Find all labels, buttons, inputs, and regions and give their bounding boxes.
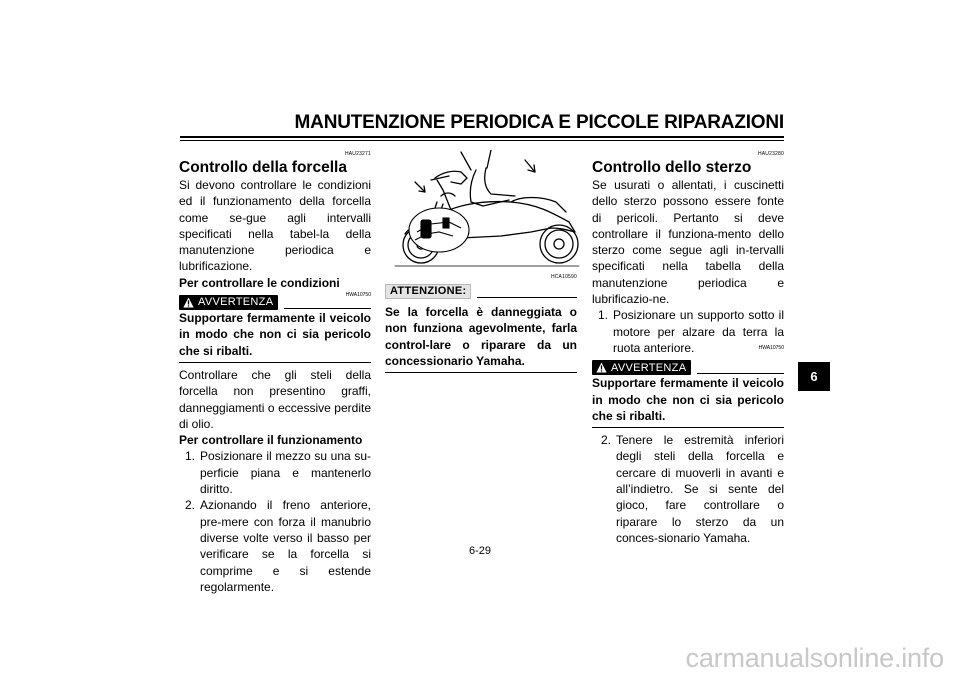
header-rule-thick xyxy=(180,136,784,138)
section-heading-forcella: Controllo della forcella xyxy=(179,159,347,176)
steps-list xyxy=(179,448,371,595)
header-rule-thin xyxy=(180,140,784,141)
warning-badge-label: AVVERTENZA xyxy=(198,296,274,309)
list-item xyxy=(179,497,371,595)
warning-badge xyxy=(592,360,691,375)
warning-code: HWA10750 xyxy=(345,292,371,299)
warning-block xyxy=(592,345,784,428)
attention-code: HCA10590 xyxy=(550,274,577,280)
warning-badge xyxy=(179,295,278,310)
intro-paragraph: Se usurati o allentati, i cuscinetti dello sterzo possono essere fonte di pericoli. Pertanto si deve controllare il funziona-mento dello sterzo come segue agli in-tervalli specificati nella tabella della manutenzione periodica e lubrificazio-ne. xyxy=(592,178,784,307)
section-code: HAU23280 xyxy=(757,151,784,157)
warning-triangle-icon xyxy=(596,362,607,373)
subheading-condizioni: Per controllare le condizioni xyxy=(179,275,340,290)
warning-rule xyxy=(697,373,784,374)
step-text: Posizionare un supporto sotto il motore per alzare da terra la ruota anteriore. xyxy=(613,308,784,355)
list-item xyxy=(592,432,784,546)
step-number: 2. xyxy=(185,498,196,513)
page-number: 6-29 xyxy=(468,545,492,557)
list-item xyxy=(592,307,784,356)
attention-text: Se la forcella è danneggiata o non funziona agevolmente, farla control-lare o riparare da un concessionario Yamaha. xyxy=(385,304,577,373)
fork-check-illustration xyxy=(391,150,583,270)
list-item xyxy=(179,448,371,497)
column-left xyxy=(179,150,371,595)
step-text: Posizionare il mezzo su una su-perficie piana e mantenerlo diritto. xyxy=(200,449,371,497)
column-right xyxy=(592,150,784,546)
warning-badge-label: AVVERTENZA xyxy=(611,361,687,374)
steps-list xyxy=(592,432,784,546)
attention-badge: ATTENZIONE: xyxy=(385,284,471,299)
warning-text: Supportare fermamente il veicolo in modo che non ci sia pericolo che si ribalti. xyxy=(592,375,784,428)
attention-header xyxy=(385,284,577,299)
page-header xyxy=(180,112,784,134)
section-code: HAU23271 xyxy=(344,151,371,157)
section-heading-sterzo: Controllo dello sterzo xyxy=(592,159,752,176)
intro-paragraph: Si devono controllare le condizioni ed il funzionamento della forcella come se-gue agli intervalli specificati nella tabel-la della manutenzione periodica e lubrificazione. xyxy=(179,178,371,274)
step-number: 2. xyxy=(601,433,612,448)
page-title: MANUTENZIONE PERIODICA E PICCOLE RIPARAZIONI xyxy=(294,112,784,133)
watermark: carmanualsonline.info xyxy=(685,643,944,673)
step-number: 1. xyxy=(598,308,609,323)
subheading-funzionamento: Per controllare il funzionamento xyxy=(179,433,363,448)
steps-list xyxy=(592,307,784,356)
attention-rule xyxy=(477,297,577,298)
step-text: Azionando il freno anteriore, pre-mere con forza il manubrio diverse volte verso il basso per verificare se la forcella si comprime e si estende regolarmente. xyxy=(200,498,371,594)
warning-text: Supportare fermamente il veicolo in modo che non ci sia pericolo che si ribalti. xyxy=(179,310,371,363)
column-middle xyxy=(385,150,577,373)
chapter-tab: 6 xyxy=(798,362,830,391)
paragraph-steli: Controllare che gli steli della forcella non presentino graffi, danneggiamenti o eccessive perdite di olio. xyxy=(179,367,371,431)
step-text: Tenere le estremità inferiori degli steli della forcella e cercare di muoverli in avanti e all’indietro. Se si sente del gioco, fare controllare o riparare lo sterzo da un conces-sionario Yamaha. xyxy=(616,433,784,545)
warning-block xyxy=(179,292,371,363)
step-number: 1. xyxy=(185,449,196,464)
warning-code: HWA10750 xyxy=(758,345,784,352)
warning-triangle-icon xyxy=(183,297,194,308)
warning-rule xyxy=(284,308,371,309)
